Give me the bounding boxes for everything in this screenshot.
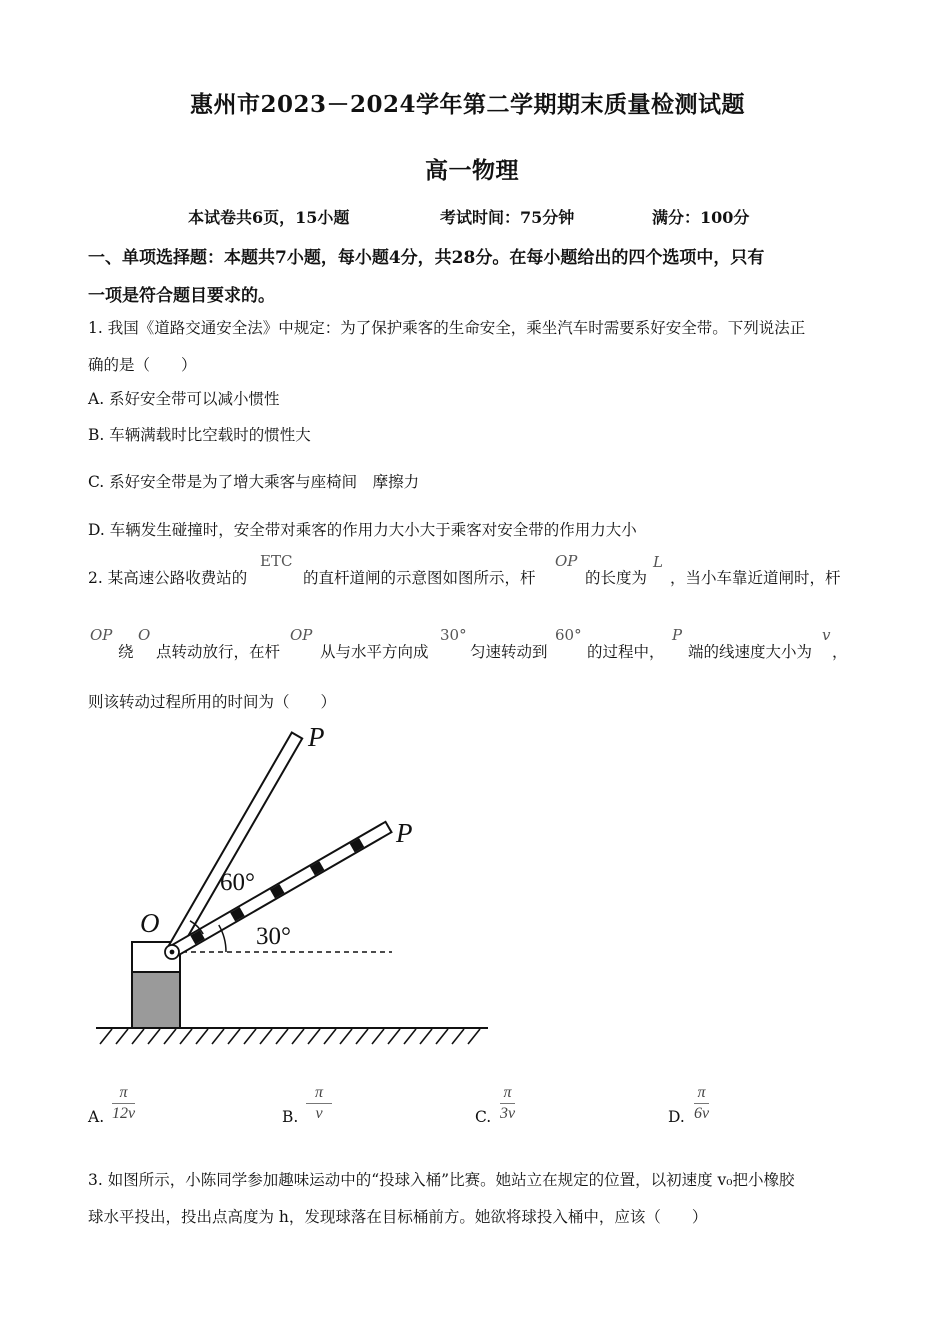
q2-line2-part-f: 端的线速度大小为 [688, 643, 813, 661]
q1-stem-line2: 确的是（ ） [88, 356, 197, 374]
label-p-top: P [308, 722, 325, 752]
fraction-numerator: π [119, 1084, 128, 1101]
q2-line2-part-a: 绕 [118, 643, 134, 661]
section-heading-line2: 一项是符合题目要求的。 [88, 286, 275, 306]
q2-line1-part-d: ，当小车靠近道闸时，杆 [670, 569, 841, 587]
q3-stem-line1: 3. 如图所示，小陈同学参加趣味运动中的“投球入桶”比赛。她站立在规定的位置，以初速度 v₀把小橡胶 [88, 1171, 795, 1189]
q2-option-b-letter: B. [282, 1108, 299, 1126]
fraction-bar [112, 1103, 135, 1104]
q2-line2-part-d: 匀速转动到 [470, 643, 548, 661]
q2-line1-part-a: 2. 某高速公路收费站的 [88, 569, 248, 587]
q2-angle-30-label: 30° [440, 626, 467, 644]
q1-option-c: C. 系好安全带是为了增大乘客与座椅间 摩擦力 [88, 473, 420, 491]
fraction-denominator: 12v [112, 1105, 136, 1122]
fraction-bar [694, 1103, 709, 1104]
barrier-figure [90, 720, 510, 1050]
q1-option-a: A. 系好安全带可以减小惯性 [88, 390, 280, 408]
q1-stem-line1: 1. 我国《道路交通安全法》中规定：为了保护乘客的生命安全，乘坐汽车时需要系好安全带。下列说法正 [88, 319, 806, 337]
fraction-denominator: v [315, 1105, 323, 1122]
label-angle-60: 60° [220, 869, 255, 896]
pivot-inner [170, 950, 175, 955]
exam-title: 惠州市2023－2024学年第二学期期末质量检测试题 [190, 91, 746, 118]
q2-v-label: v [822, 626, 831, 644]
q2-line1-part-c: 的长度为 [585, 569, 648, 587]
q2-line2-part-g: ， [832, 643, 848, 661]
q1-option-b: B. 车辆满载时比空载时的惯性大 [88, 426, 311, 444]
label-p-side: P [396, 818, 413, 848]
q2-line3: 则该转动过程所用的时间为（ ） [88, 693, 337, 711]
q3-stem-line2: 球水平投出，投出点高度为 h，发现球落在目标桶前方。她欲将球投入桶中，应该（ ） [88, 1208, 708, 1226]
q2-option-a-letter: A. [88, 1108, 105, 1126]
q2-line1-part-b: 的直杆道闸的示意图如图所示，杆 [303, 569, 536, 587]
fraction-bar [500, 1103, 515, 1104]
q2-option-a-fraction [112, 1084, 135, 1123]
q2-option-d-letter: D. [668, 1108, 685, 1126]
q2-angle-60-label: 60° [555, 626, 582, 644]
q2-option-c-fraction [500, 1084, 515, 1123]
info-time: 考试时间：75分钟 [440, 208, 575, 227]
q2-line2-part-c: 从与水平方向成 [320, 643, 429, 661]
q2-l-label: L [653, 553, 663, 571]
label-o: O [140, 908, 160, 938]
fraction-denominator: 6v [694, 1105, 710, 1122]
q2-option-c-letter: C. [475, 1108, 492, 1126]
fraction-numerator: π [503, 1084, 512, 1101]
fraction-bar [306, 1103, 332, 1104]
q2-op-label-2: OP [90, 626, 113, 644]
info-pages: 本试卷共6页，15小题 [188, 208, 350, 227]
q2-option-b-fraction [306, 1084, 332, 1123]
q2-op-label-3: OP [290, 626, 313, 644]
q2-o-label: O [138, 626, 151, 644]
q2-etc-label: ETC [260, 552, 293, 570]
q2-option-d-fraction [694, 1084, 709, 1123]
q2-p-label: P [672, 626, 683, 644]
info-score: 满分：100分 [652, 208, 750, 227]
q2-line2-part-b: 点转动放行，在杆 [156, 643, 281, 661]
q2-op-label: OP [555, 552, 578, 570]
barrier-post-lower [132, 972, 180, 1028]
section-heading-line1: 一、单项选择题：本题共7小题，每小题4分，共28分。在每小题给出的四个选项中，只有 [88, 248, 765, 268]
fraction-numerator: π [697, 1084, 706, 1101]
ground-hatching [100, 1029, 480, 1044]
q1-option-d: D. 车辆发生碰撞时，安全带对乘客的作用力大小大于乘客对安全带的作用力大小 [88, 521, 637, 539]
q2-line2-part-e: 的过程中， [587, 643, 665, 661]
fraction-denominator: 3v [500, 1105, 516, 1122]
fraction-numerator: π [314, 1084, 323, 1101]
label-angle-30: 30° [256, 923, 291, 950]
subject-title: 高一物理 [425, 157, 519, 184]
